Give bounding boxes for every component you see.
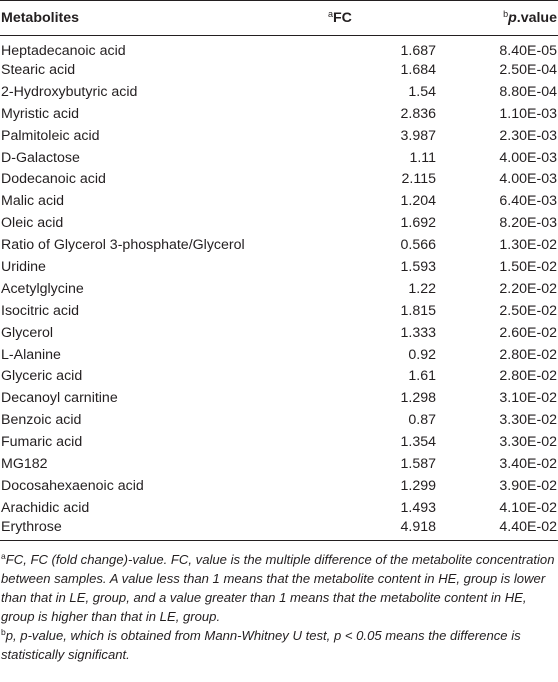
table-row [0,519,558,541]
fc-value-cell: 1.61 [408,368,436,385]
fc-value-cell: 1.354 [400,434,436,451]
column-header-pvalue [438,1,558,36]
p-value-cell: 6.40E-03 [499,193,557,210]
metabolite-name-cell: Glyceric acid [1,368,83,385]
fc-value-cell: 1.22 [408,280,436,297]
table-header [0,1,558,36]
table-row [0,300,558,322]
pvalue-footnote-mark: b [503,9,509,19]
fc-label: FC [333,10,352,26]
fc-value-cell: 1.692 [400,215,436,232]
p-value-cell: 2.50E-02 [499,302,557,319]
fc-value-cell: 1.204 [400,193,436,210]
footnote-a [1,550,556,626]
table-row [0,387,558,409]
fc-value-cell: 0.92 [408,346,436,363]
p-value-cell: 3.40E-02 [499,455,557,472]
p-value-cell: 4.10E-02 [499,499,557,516]
metabolite-name-cell: L-Alanine [1,346,61,363]
footnote-b-mark: b [1,627,6,638]
p-value-cell: 2.80E-02 [499,346,557,363]
fc-value-cell: 1.684 [400,61,436,78]
pvalue-label-rest: .value [516,10,557,26]
table-row [0,168,558,190]
table-row [0,365,558,387]
p-value-cell: 4.00E-03 [499,149,557,166]
metabolite-name-cell: Arachidic acid [1,499,90,516]
p-value-cell: 4.40E-02 [438,519,558,541]
p-value-cell: 2.80E-02 [499,368,557,385]
fc-value-cell: 1.298 [400,390,436,407]
p-value-cell: 1.30E-02 [499,237,557,254]
fc-value-cell: 2.115 [401,171,436,188]
table-footnotes [0,541,558,664]
fc-value-cell: 1.815 [400,302,436,319]
fc-value-cell: 3.987 [400,127,436,144]
p-value-cell: 2.50E-04 [499,61,557,78]
metabolite-name-cell: D-Galactose [1,149,80,166]
table-row [0,497,558,519]
metabolite-name-cell: Ratio of Glycerol 3-phosphate/Glycerol [1,237,245,254]
table-row [0,59,558,81]
metabolite-name-cell: Myristic acid [1,105,80,122]
fc-value-cell: 1.493 [400,499,436,516]
fc-value-cell: 1.299 [400,477,436,494]
metabolite-name-cell: Malic acid [1,193,65,210]
table-body [0,36,558,541]
column-header-metabolites: Metabolites [0,1,328,36]
footnote-a-text: FC, FC (fold change)-value. FC, value is the multiple difference of the metabolite concentration between samples. A value less than 1 means that the metabolite content in HE, group is lower than that in LE, group, and a value greater than 1 means that the metabolite content in HE, group is higher than that in LE, group. [1,552,555,625]
metabolite-name-cell: 2-Hydroxybutyric acid [1,83,138,100]
metabolite-name-cell: Uridine [1,258,46,275]
metabolite-name-cell: Glycerol [1,324,54,341]
p-value-cell: 2.20E-02 [499,280,557,297]
table-row [0,344,558,366]
fc-value-cell: 0.87 [408,412,436,429]
fc-value-cell: 1.11 [409,149,436,166]
footnote-b [1,626,556,664]
p-value-cell: 1.10E-03 [499,105,557,122]
metabolite-name-cell: Acetylglycine [1,280,84,297]
fc-value-cell: 1.333 [400,324,436,341]
fc-value-cell: 1.587 [400,455,436,472]
table-row [0,256,558,278]
metabolite-name-cell: Oleic acid [1,215,64,232]
metabolite-name-cell: Heptadecanoic acid [1,43,126,59]
fc-value-cell: 1.593 [400,258,436,275]
pvalue-label-p: p [508,10,517,26]
metabolite-name-cell: Decanoyl carnitine [1,390,118,407]
metabolite-name-cell: Fumaric acid [1,434,83,451]
metabolite-name-cell: Benzoic acid [1,412,82,429]
p-value-cell: 8.20E-03 [499,215,557,232]
fc-value-cell: 4.918 [328,519,438,541]
footnote-a-mark: a [1,551,6,562]
table-row [0,278,558,300]
p-value-cell: 2.60E-02 [499,324,557,341]
column-header-fc [328,1,438,36]
table-row [0,475,558,497]
p-value-cell: 3.30E-02 [499,434,557,451]
p-value-cell: 8.80E-04 [499,83,557,100]
p-value-cell: 2.30E-03 [499,127,557,144]
metabolite-name-cell: MG182 [1,455,48,472]
metabolite-name-cell: Erythrose [0,519,328,541]
metabolite-name-cell: Docosahexaenoic acid [1,477,144,494]
footnote-b-text: p, p-value, which is obtained from Mann-Whitney U test, p < 0.05 means the difference is statistically significant. [1,628,521,663]
table-row [0,409,558,431]
metabolite-name-cell: Palmitoleic acid [1,127,100,144]
table-row [0,36,558,60]
metabolite-name-cell: Dodecanoic acid [1,171,106,188]
table-row [0,212,558,234]
header-row [0,1,558,36]
fc-value-cell: 0.566 [400,237,436,254]
table-row [0,147,558,169]
p-value-cell: 1.50E-02 [499,258,557,275]
table-row [0,81,558,103]
table-row [0,322,558,344]
fc-footnote-mark: a [328,9,334,19]
p-value-cell: 4.00E-03 [499,171,557,188]
metabolite-name-cell: Isocitric acid [1,302,80,319]
metabolite-name-cell: Stearic acid [1,61,76,78]
p-value-cell: 3.30E-02 [499,412,557,429]
p-value-cell: 3.90E-02 [499,477,557,494]
fc-value-cell: 2.836 [400,105,436,122]
table-row [0,431,558,453]
table-row [0,125,558,147]
table-row [0,190,558,212]
table-row [0,234,558,256]
fc-value-cell: 1.687 [400,43,436,59]
fc-value-cell: 1.54 [408,83,436,100]
p-value-cell: 8.40E-05 [499,43,557,59]
table-row [0,453,558,475]
table-row [0,103,558,125]
p-value-cell: 3.10E-02 [499,390,557,407]
